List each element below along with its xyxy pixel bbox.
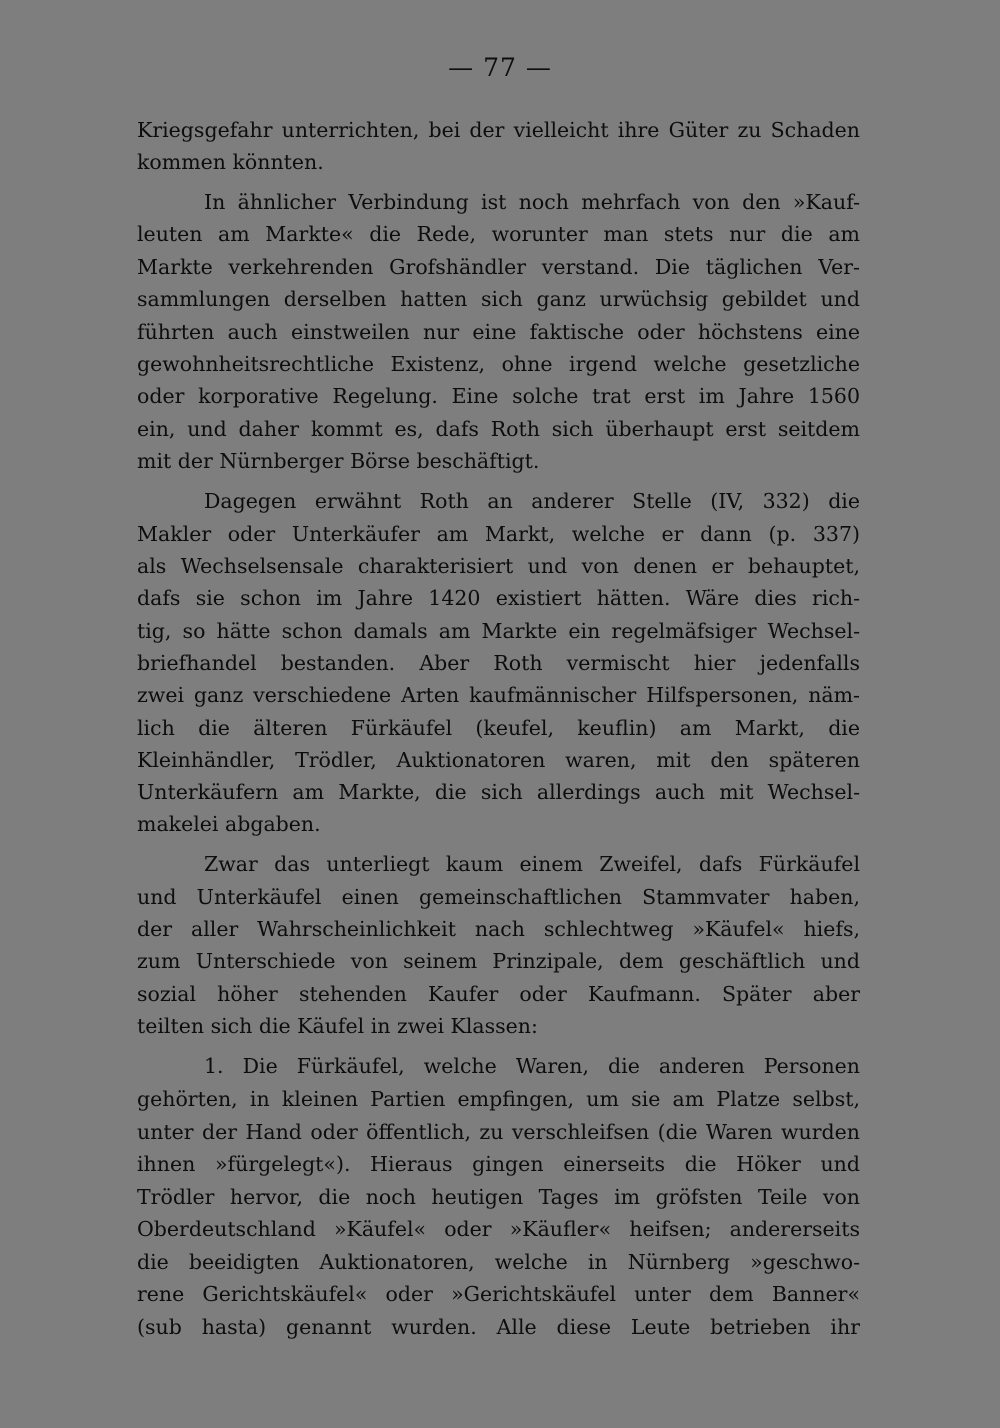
text-line: führten auch einstweilen nur eine faktische oder höchstens eine [137, 320, 860, 344]
text-line: ihnen »fürgelegt«). Hieraus gingen einerseits die Höker und [137, 1152, 860, 1176]
text-line: die beeidigten Auktionatoren, welche in Nürnberg »geschwo- [137, 1250, 860, 1274]
text-line: 1. Die Fürkäufel, welche Waren, die anderen Personen [204, 1054, 860, 1078]
text-line: dafs sie schon im Jahre 1420 existiert hätten. Wäre dies rich- [137, 586, 860, 610]
text-line: unter der Hand oder öffentlich, zu verschleifsen (die Waren wurden [137, 1120, 860, 1144]
text-line: sozial höher stehenden Kaufer oder Kaufmann. Später aber [137, 982, 860, 1006]
text-line: Trödler hervor, die noch heutigen Tages im gröfsten Teile von [137, 1185, 860, 1209]
text-line: briefhandel bestanden. Aber Roth vermischt hier jedenfalls [137, 651, 860, 675]
text-line: gewohnheitsrechtliche Existenz, ohne irgend welche gesetzliche [137, 352, 860, 376]
text-line: oder korporative Regelung. Eine solche trat erst im Jahre 1560 [137, 384, 860, 408]
text-line: Kleinhändler, Trödler, Auktionatoren waren, mit den späteren [137, 748, 860, 772]
text-line: kommen könnten. [137, 150, 324, 174]
text-line: sammlungen derselben hatten sich ganz urwüchsig gebildet und [137, 287, 860, 311]
text-line: der aller Wahrscheinlichkeit nach schlechtweg »Käufel« hiefs, [137, 917, 860, 941]
text-line: Kriegsgefahr unterrichten, bei der vielleicht ihre Güter zu Schaden [137, 118, 860, 142]
text-line: (sub hasta) genannt wurden. Alle diese Leute betrieben ihr [137, 1315, 860, 1339]
text-line: zum Unterschiede von seinem Prinzipale, dem geschäftlich und [137, 949, 860, 973]
text-line: ein, und daher kommt es, dafs Roth sich überhaupt erst seitdem [137, 417, 860, 441]
text-line: In ähnlicher Verbindung ist noch mehrfach von den »Kauf- [204, 190, 860, 214]
text-line: Zwar das unterliegt kaum einem Zweifel, dafs Fürkäufel [204, 852, 860, 876]
text-line: mit der Nürnberger Börse beschäftigt. [137, 449, 540, 473]
text-line: Unterkäufern am Markte, die sich allerdings auch mit Wechsel- [137, 780, 860, 804]
page-number: — 77 — [448, 53, 552, 82]
text-line: gehörten, in kleinen Partien empfingen, um sie am Platze selbst, [137, 1087, 860, 1111]
text-line: Markte verkehrenden Grofshändler verstand. Die täglichen Ver- [137, 255, 860, 279]
text-line: makelei abgaben. [137, 812, 321, 836]
text-line: und Unterkäufel einen gemeinschaftlichen Stammvater haben, [137, 885, 860, 909]
text-line: Oberdeutschland »Käufel« oder »Käufler« heifsen; andererseits [137, 1217, 860, 1241]
text-line: tig, so hätte schon damals am Markte ein regelmäfsiger Wechsel- [137, 619, 860, 643]
text-line: als Wechselsensale charakterisiert und von denen er behauptet, [137, 554, 860, 578]
text-line: rene Gerichtskäufel« oder »Gerichtskäufel unter dem Banner« [137, 1282, 860, 1306]
text-line: lich die älteren Fürkäufel (keufel, keuflin) am Markt, die [137, 716, 860, 740]
text-line: zwei ganz verschiedene Arten kaufmännischer Hilfspersonen, näm- [137, 683, 860, 707]
text-line: leuten am Markte« die Rede, worunter man stets nur die am [137, 222, 860, 246]
text-line: Makler oder Unterkäufer am Markt, welche er dann (p. 337) [137, 522, 860, 546]
text-line: teilten sich die Käufel in zwei Klassen: [137, 1014, 538, 1038]
text-line: Dagegen erwähnt Roth an anderer Stelle (IV, 332) die [204, 489, 860, 513]
